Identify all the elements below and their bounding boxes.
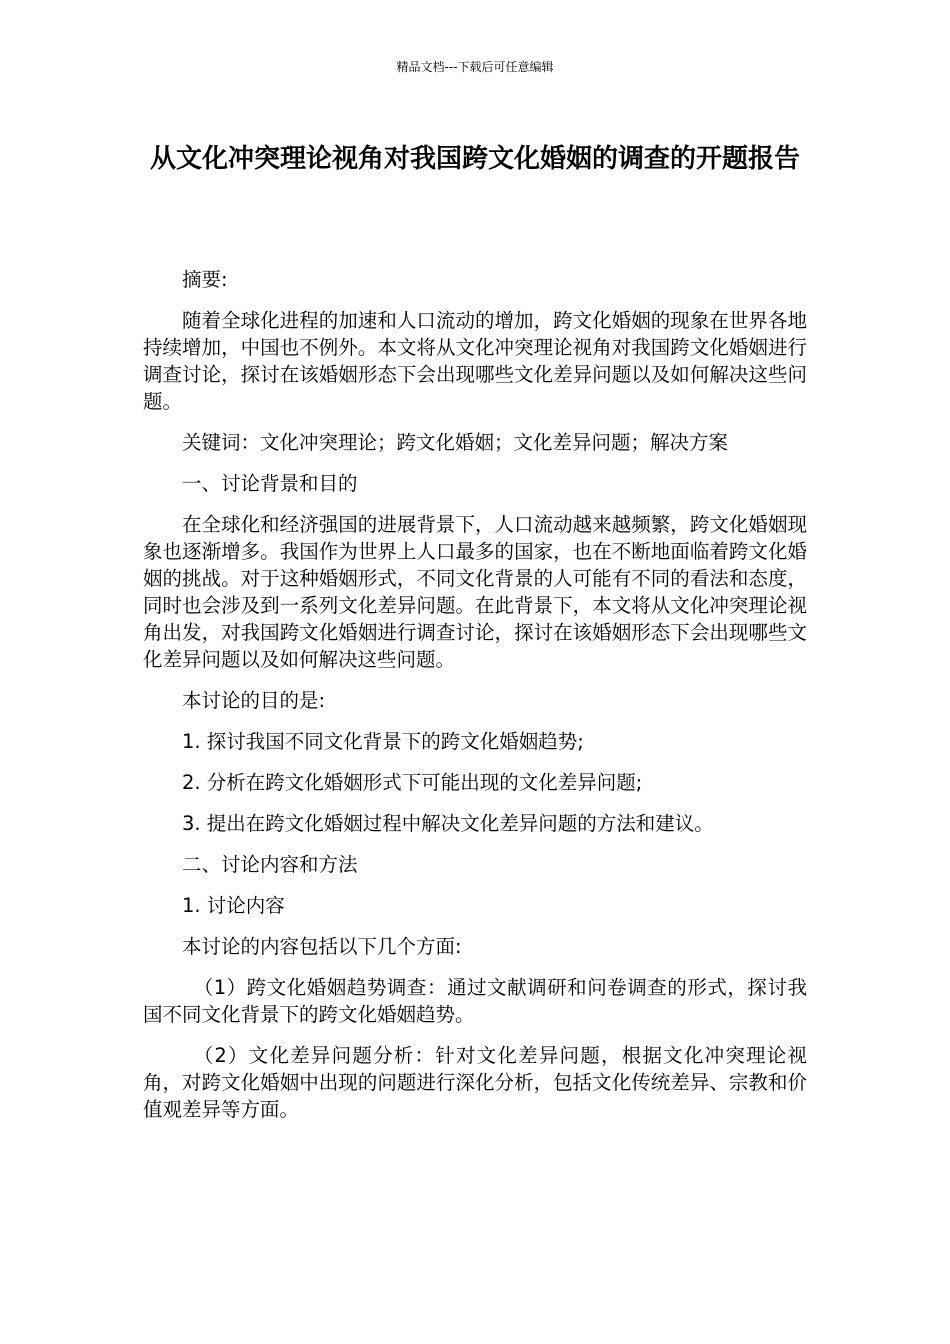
document-body: [143, 266, 807, 1137]
section-heading-2: 二、讨论内容和方法: [182, 853, 358, 876]
purpose-item-3: 3. 提出在跨文化婚姻过程中解决文化差异问题的方法和建议。: [182, 812, 714, 835]
content-item-1: （1）跨文化婚姻趋势调查：通过文献调研和问卷调查的形式，探讨我国不同文化背景下的跨文化婚姻趋势。: [143, 976, 807, 1026]
purpose-item-1: 1. 探讨我国不同文化背景下的跨文化婚姻趋势;: [182, 730, 584, 753]
content-intro: 本讨论的内容包括以下几个方面:: [182, 935, 462, 958]
purpose-intro: 本讨论的目的是:: [182, 689, 326, 712]
keywords-paragraph: 关键词：文化冲突理论；跨文化婚姻；文化差异问题；解决方案: [182, 431, 729, 454]
background-paragraph: 在全球化和经济强国的进展背景下，人口流动越来越频繁，跨文化婚姻现象也逐渐增多。我国作为世界上人口最多的国家，也在不断地面临着跨文化婚姻的挑战。对于这种婚姻形式，不同文化背景的人可能有不同的看法和态度，同时也会涉及到一系列文化差异问题。在此背景下，本文将从文化冲突理论视角出发，对我国跨文化婚姻进行调查讨论，探讨在该婚姻形态下会出现哪些文化差异问题以及如何解决这些问题。: [143, 513, 807, 671]
header-note: 精品文档---下载后可任意编辑: [396, 60, 554, 74]
purpose-item-2: 2. 分析在跨文化婚姻形式下可能出现的文化差异问题;: [182, 771, 643, 794]
subsection-heading-content: 1. 讨论内容: [182, 894, 285, 917]
content-item-2: （2）文化差异问题分析：针对文化差异问题，根据文化冲突理论视角，对跨文化婚姻中出现的问题进行深化分析，包括文化传统差异、宗教和价值观差异等方面。: [143, 1044, 807, 1121]
document-title: 从文化冲突理论视角对我国跨文化婚姻的调查的开题报告: [149, 144, 800, 174]
abstract-paragraph: 随着全球化进程的加速和人口流动的增加，跨文化婚姻的现象在世界各地持续增加，中国也不例外。本文将从文化冲突理论视角对我国跨文化婚姻进行调查讨论，探讨在该婚姻形态下会出现哪些文化差异问题以及如何解决这些问题。: [143, 309, 807, 413]
abstract-heading: 摘要:: [182, 268, 228, 291]
section-heading-1: 一、讨论背景和目的: [182, 472, 358, 495]
